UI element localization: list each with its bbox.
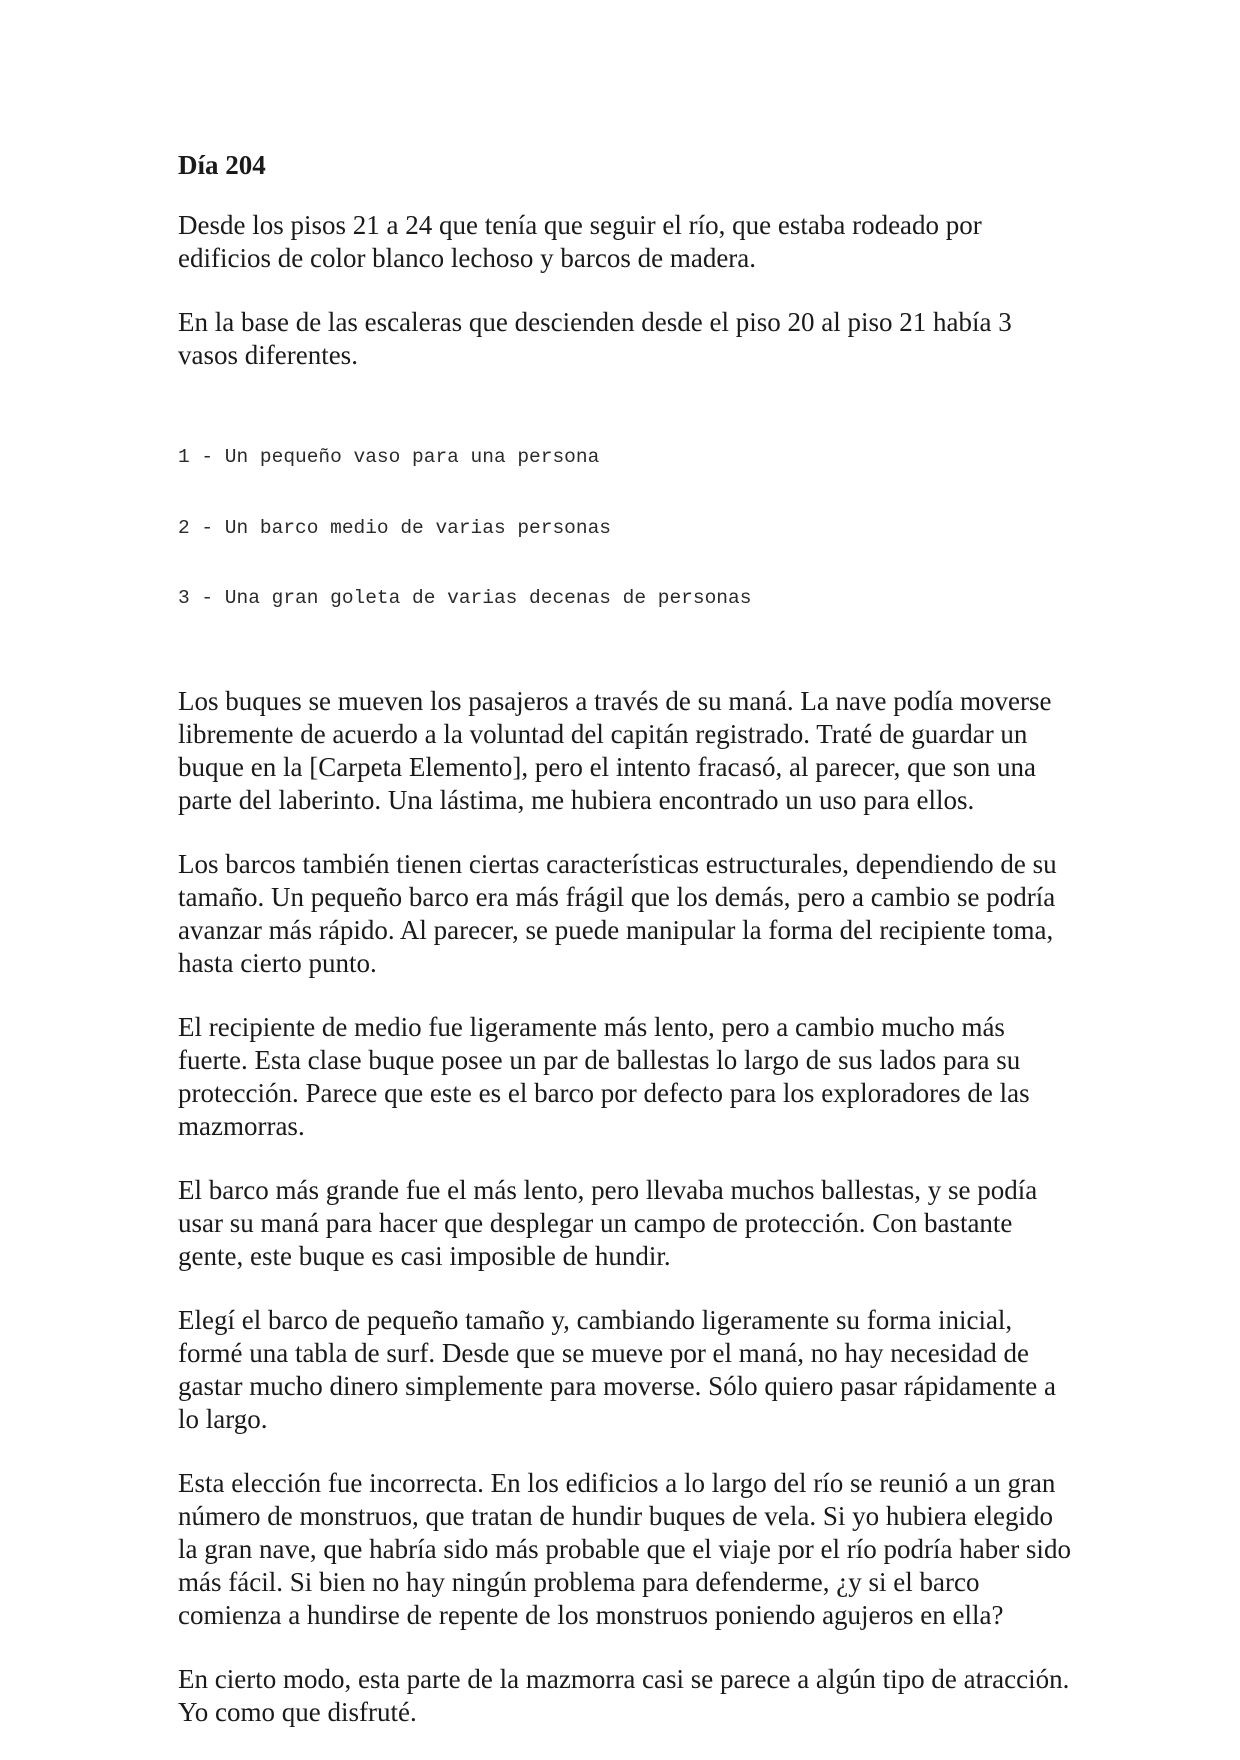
paragraph: Elegí el barco de pequeño tamaño y, cambiando ligeramente su forma inicial, formé una tabla de surf. Desde que se mueve por el maná, no hay necesidad de gastar mucho dinero simplemente para moverse. Sólo quiero pasar rápidamente a lo largo. <box>178 1304 1056 1434</box>
vessel-list <box>178 399 1078 658</box>
paragraph: En la base de las escaleras que descienden desde el piso 20 al piso 21 había 3 vasos diferentes. <box>178 307 1012 370</box>
paragraph: Desde los pisos 21 a 24 que tenía que seguir el río, que estaba rodeado por edificios de color blanco lechoso y barcos de madera. <box>178 210 982 273</box>
list-item: 2 - Un barco medio de varias personas <box>178 516 611 539</box>
paragraph: El recipiente de medio fue ligeramente más lento, pero a cambio mucho más fuerte. Esta clase buque posee un par de ballestas lo largo de sus lados para su protección. Parece que este es el barco por defecto para los exploradores de las mazmorras. <box>178 1011 1030 1141</box>
paragraph: En cierto modo, esta parte de la mazmorra casi se parece a algún tipo de atracción. Yo como que disfruté. <box>178 1663 1070 1727</box>
chapter-title: Día 204 <box>178 150 266 180</box>
paragraph: Esta elección fue incorrecta. En los edificios a lo largo del río se reunió a un gran número de monstruos, que tratan de hundir buques de vela. Si yo hubiera elegido la gran nave, que habría sido más probable que el viaje por el río podría haber sido más fácil. Si bien no hay ningún problema para defenderme, ¿y si el barco comienza a hundirse de repente de los monstruos poniendo agujeros en ella? <box>178 1467 1071 1630</box>
document-page <box>178 148 1078 1760</box>
paragraph: Los barcos también tienen ciertas características estructurales, dependiendo de su tamaño. Un pequeño barco era más frágil que los demás, pero a cambio se podría avanzar más rápido. Al parecer, se puede manipular la forma del recipiente toma, hasta cierto punto. <box>178 848 1057 978</box>
paragraph: El barco más grande fue el más lento, pero llevaba muchos ballestas, y se podía usar su maná para hacer que desplegar un campo de protección. Con bastante gente, este buque es casi imposible de hundir. <box>178 1174 1038 1271</box>
paragraph: Los buques se mueven los pasajeros a través de su maná. La nave podía moverse libremente de acuerdo a la voluntad del capitán registrado. Traté de guardar un buque en la [Carpeta Elemento], pero el intento fracasó, al parecer, que son una parte del laberinto. Una lástima, me hubiera encontrado un uso para ellos. <box>178 685 1052 815</box>
list-item: 3 - Una gran goleta de varias decenas de personas <box>178 587 752 609</box>
list-item: 1 - Un pequeño vaso para una persona <box>178 446 600 468</box>
